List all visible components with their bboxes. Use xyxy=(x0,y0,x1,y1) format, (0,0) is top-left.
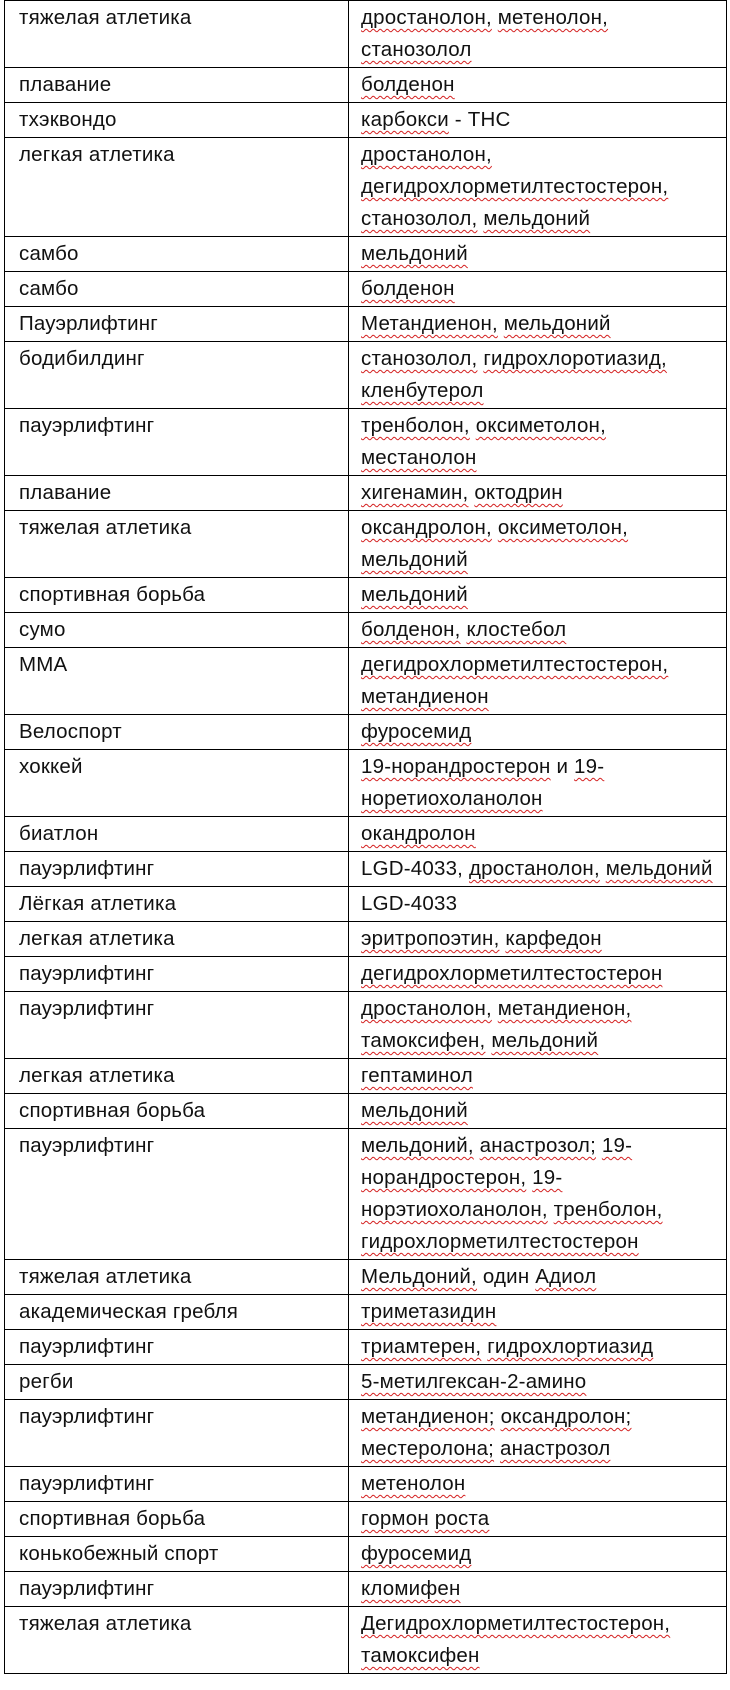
spellcheck-underline: мельдоний xyxy=(361,583,468,606)
spellcheck-underline: мельдоний xyxy=(483,207,591,230)
substance-cell xyxy=(349,1607,727,1674)
spellcheck-underline: эритропоэтин, xyxy=(361,927,500,950)
substance-cell xyxy=(349,957,727,992)
sport-cell: пауэрлифтинг xyxy=(5,992,349,1059)
spellcheck-underline: мельдоний xyxy=(605,857,713,880)
sport-cell: спортивная борьба xyxy=(5,578,349,613)
substance-cell xyxy=(349,715,727,750)
substance-cell xyxy=(349,1330,727,1365)
spellcheck-underline: мельдоний xyxy=(503,312,611,335)
spellcheck-underline: гормон xyxy=(361,1507,429,1530)
substance-cell xyxy=(349,342,727,409)
spellcheck-underline: тамоксифен, xyxy=(361,1029,486,1052)
table-row xyxy=(5,1129,727,1260)
sport-cell: спортивная борьба xyxy=(5,1502,349,1537)
spellcheck-underline: дростанолон, xyxy=(468,857,600,880)
table-row xyxy=(5,1467,727,1502)
sport-cell: легкая атлетика xyxy=(5,138,349,237)
sport-cell: самбо xyxy=(5,237,349,272)
spellcheck-underline: станозолол xyxy=(361,38,472,61)
spellcheck-underline: Дегидрохлорметилтестостерон, xyxy=(361,1612,671,1635)
spellcheck-underline: метандиенон; xyxy=(361,1405,495,1428)
table-row xyxy=(5,342,727,409)
spellcheck-underline: тамоксифен xyxy=(361,1644,480,1667)
spellcheck-underline: оксандролон; xyxy=(500,1405,632,1428)
spellcheck-underline: станозолол, xyxy=(361,347,478,370)
spellcheck-underline: дегидрохлорметилтестостерон xyxy=(361,962,663,985)
sport-cell: легкая атлетика xyxy=(5,1059,349,1094)
spellcheck-underline: болденон xyxy=(361,73,455,96)
substance-cell xyxy=(349,922,727,957)
sport-cell: плавание xyxy=(5,68,349,103)
spellcheck-underline: местанолон xyxy=(361,446,477,469)
table-row xyxy=(5,237,727,272)
spellcheck-underline: болденон xyxy=(361,277,455,300)
substance-cell xyxy=(349,68,727,103)
spellcheck-underline: карбокси xyxy=(361,108,449,131)
substance-cell xyxy=(349,613,727,648)
substance-cell xyxy=(349,1467,727,1502)
substance-cell xyxy=(349,1400,727,1467)
spellcheck-underline: Мельдоний, xyxy=(361,1265,477,1288)
substance-cell xyxy=(349,1572,727,1607)
spellcheck-underline: мельдоний xyxy=(361,548,468,571)
spellcheck-underline: дегидрохлорметилтестостерон, xyxy=(361,175,669,198)
table-row xyxy=(5,409,727,476)
sport-cell: пауэрлифтинг xyxy=(5,1330,349,1365)
spellcheck-underline: дростанолон, xyxy=(361,6,492,29)
table-row xyxy=(5,1537,727,1572)
table-row xyxy=(5,1260,727,1295)
table-row xyxy=(5,476,727,511)
spellcheck-underline: роста xyxy=(434,1507,490,1530)
spellcheck-underline: дростанолон, xyxy=(361,997,492,1020)
spellcheck-underline: хигенамин, xyxy=(361,481,469,504)
sport-cell: Лёгкая атлетика xyxy=(5,887,349,922)
spellcheck-underline: мельдоний, xyxy=(361,1134,474,1157)
spellcheck-underline: метенолон xyxy=(361,1472,466,1495)
table-row xyxy=(5,992,727,1059)
sport-cell: ММА xyxy=(5,648,349,715)
spellcheck-underline: болденон, xyxy=(361,618,461,641)
spellcheck-underline: мельдоний xyxy=(491,1029,599,1052)
spellcheck-underline: 5-метилгексан-2-амино xyxy=(361,1370,587,1393)
substance-cell xyxy=(349,409,727,476)
substance-cell xyxy=(349,272,727,307)
substance-cell: LGD-4033 xyxy=(349,887,727,922)
sport-cell: пауэрлифтинг xyxy=(5,1129,349,1260)
spellcheck-underline: дегидрохлорметилтестостерон, xyxy=(361,653,669,676)
table-row xyxy=(5,103,727,138)
table-row xyxy=(5,307,727,342)
substance-cell xyxy=(349,1502,727,1537)
substance-cell xyxy=(349,817,727,852)
substance-cell xyxy=(349,1295,727,1330)
spellcheck-underline: станозолол, xyxy=(361,207,478,230)
sport-cell: Пауэрлифтинг xyxy=(5,307,349,342)
substance-cell xyxy=(349,648,727,715)
table-row xyxy=(5,1295,727,1330)
substance-cell xyxy=(349,138,727,237)
substance-cell xyxy=(349,992,727,1059)
spellcheck-underline: метандиенон xyxy=(361,685,489,708)
sport-cell: самбо xyxy=(5,272,349,307)
sport-cell: сумо xyxy=(5,613,349,648)
spellcheck-underline: местеролона; xyxy=(361,1437,495,1460)
table-row xyxy=(5,750,727,817)
sport-cell: пауэрлифтинг xyxy=(5,409,349,476)
substance-cell xyxy=(349,1059,727,1094)
doping-violations-table xyxy=(4,0,727,1674)
spellcheck-underline: гидрохлорметилтестостерон xyxy=(361,1230,639,1253)
table-row xyxy=(5,922,727,957)
table-row xyxy=(5,613,727,648)
table-row xyxy=(5,648,727,715)
table-row xyxy=(5,138,727,237)
sport-cell: Велоспорт xyxy=(5,715,349,750)
table-row xyxy=(5,511,727,578)
sport-cell: конькобежный спорт xyxy=(5,1537,349,1572)
spellcheck-underline: октодрин xyxy=(474,481,563,504)
sport-cell: хоккей xyxy=(5,750,349,817)
substance-cell xyxy=(349,1129,727,1260)
spellcheck-underline: триамтерен, xyxy=(361,1335,482,1358)
spellcheck-underline: оксандролон, xyxy=(361,516,492,539)
spellcheck-underline: клостебол xyxy=(466,618,567,641)
substance-cell xyxy=(349,476,727,511)
spellcheck-underline: кломифен xyxy=(361,1577,461,1600)
spellcheck-underline: 19-норандростерон, xyxy=(361,1134,633,1189)
sport-cell: тяжелая атлетика xyxy=(5,1260,349,1295)
spellcheck-underline: тренболон, xyxy=(553,1198,663,1221)
table-body xyxy=(5,1,727,1674)
substance-cell xyxy=(349,578,727,613)
substance-cell xyxy=(349,1,727,68)
sport-cell: пауэрлифтинг xyxy=(5,852,349,887)
substance-cell xyxy=(349,511,727,578)
spellcheck-underline: окандролон xyxy=(361,822,476,845)
table-row xyxy=(5,817,727,852)
table-row xyxy=(5,1330,727,1365)
spellcheck-underline: фуросемид xyxy=(361,720,472,743)
spellcheck-underline: Адиол xyxy=(535,1265,597,1288)
sport-cell: спортивная борьба xyxy=(5,1094,349,1129)
spellcheck-underline: дростанолон, xyxy=(361,143,492,166)
table-row xyxy=(5,272,727,307)
table-row xyxy=(5,578,727,613)
table-row xyxy=(5,957,727,992)
spellcheck-underline: карфедон xyxy=(505,927,602,950)
sport-cell: бодибилдинг xyxy=(5,342,349,409)
table-row xyxy=(5,1094,727,1129)
spellcheck-underline: кленбутерол xyxy=(361,379,484,402)
table-row xyxy=(5,1572,727,1607)
sport-cell: пауэрлифтинг xyxy=(5,957,349,992)
table-row xyxy=(5,1365,727,1400)
spellcheck-underline: тренболон, xyxy=(361,414,470,437)
sport-cell: плавание xyxy=(5,476,349,511)
table-row xyxy=(5,1607,727,1674)
spellcheck-underline: 19-норандростерон xyxy=(361,755,551,778)
spellcheck-underline: анастрозол xyxy=(499,1437,611,1460)
spellcheck-underline: Метандиенон, xyxy=(361,312,498,335)
sport-cell: тяжелая атлетика xyxy=(5,1607,349,1674)
sport-cell: пауэрлифтинг xyxy=(5,1572,349,1607)
substance-cell: 19-норандростерон и 19-норетиохоланолон xyxy=(349,750,727,817)
table-row xyxy=(5,1400,727,1467)
spellcheck-underline: гидрохлоротиазид, xyxy=(483,347,667,370)
table-row xyxy=(5,852,727,887)
spellcheck-underline: оксиметолон, xyxy=(497,516,629,539)
spellcheck-underline: 19-норетиохоланолон xyxy=(361,755,605,810)
substance-cell: карбокси - ТНС xyxy=(349,103,727,138)
spellcheck-underline: 19-норэтиохоланолон, xyxy=(361,1166,563,1221)
sport-cell: пауэрлифтинг xyxy=(5,1400,349,1467)
spellcheck-underline: оксиметолон, xyxy=(475,414,606,437)
substance-cell xyxy=(349,1537,727,1572)
substance-cell xyxy=(349,1365,727,1400)
spellcheck-underline: фуросемид xyxy=(361,1542,472,1565)
sport-cell: легкая атлетика xyxy=(5,922,349,957)
spellcheck-underline: анастрозол; xyxy=(479,1134,596,1157)
spellcheck-underline: триметазидин xyxy=(361,1300,497,1323)
spellcheck-underline: мельдоний xyxy=(361,1099,468,1122)
substance-cell xyxy=(349,237,727,272)
substance-cell: LGD-4033, дростанолон, мельдоний xyxy=(349,852,727,887)
sport-cell: регби xyxy=(5,1365,349,1400)
spellcheck-underline: метенолон, xyxy=(497,6,609,29)
substance-cell xyxy=(349,1094,727,1129)
table-row xyxy=(5,1059,727,1094)
document-page xyxy=(4,0,727,1674)
spellcheck-underline: гидрохлортиазид xyxy=(487,1335,654,1358)
sport-cell: тяжелая атлетика xyxy=(5,1,349,68)
table-row xyxy=(5,715,727,750)
table-row xyxy=(5,68,727,103)
table-row xyxy=(5,1,727,68)
sport-cell: тхэквондо xyxy=(5,103,349,138)
table-row xyxy=(5,1502,727,1537)
spellcheck-underline: метандиенон, xyxy=(497,997,632,1020)
substance-cell: Мельдоний, один Адиол xyxy=(349,1260,727,1295)
sport-cell: биатлон xyxy=(5,817,349,852)
table-row xyxy=(5,887,727,922)
spellcheck-underline: гептаминол xyxy=(361,1064,473,1087)
spellcheck-underline: мельдоний xyxy=(361,242,468,265)
sport-cell: пауэрлифтинг xyxy=(5,1467,349,1502)
substance-cell xyxy=(349,307,727,342)
sport-cell: тяжелая атлетика xyxy=(5,511,349,578)
sport-cell: академическая гребля xyxy=(5,1295,349,1330)
